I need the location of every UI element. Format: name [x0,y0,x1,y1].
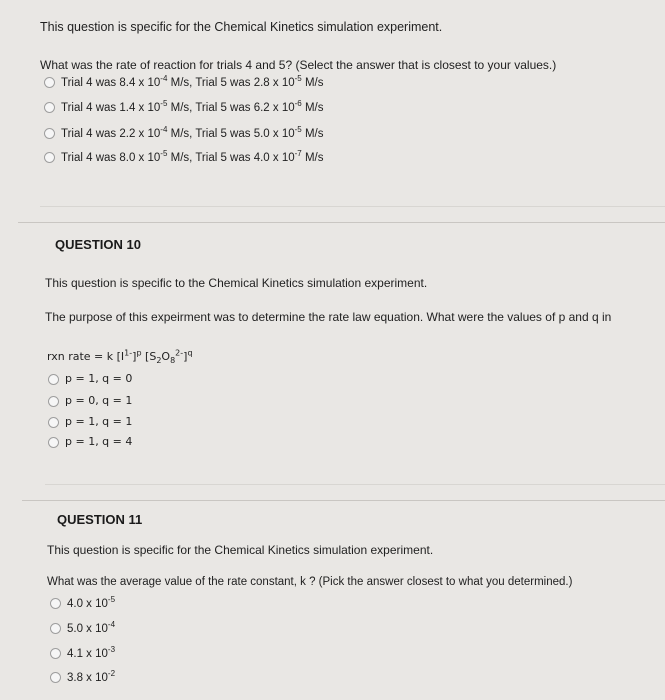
radio-button[interactable] [50,623,61,634]
q9-option-2[interactable]: Trial 4 was 1.4 x $10^{-5}$ M/s, Trial 5 was 6.2 x $10^{-6}$ M/s [44,102,323,122]
q11-option-2[interactable]: 5.0 x $10^{-4}$ [50,623,115,643]
q11-intro: This question is specific for the Chemical Kinetics simulation experiment. [47,543,434,557]
radio-button[interactable] [50,672,61,683]
divider [22,500,665,501]
q10-intro: This question is specific to the Chemical Kinetics simulation experiment. [45,276,428,290]
q9-prompt: What was the rate of reaction for trials 4 and 5? (Select the answer that is closest to your values.) [40,58,557,72]
q9-option-1[interactable]: Trial 4 was 8.4 x $10^{-4}$ M/s, Trial 5 was 2.8 x $10^{-5}$ M/s [44,77,323,97]
q10-prompt: The purpose of this expeirment was to determine the rate law equation. What were the values of p and q in [45,310,612,324]
radio-button[interactable] [50,598,61,609]
q9-options [44,72,604,172]
divider [40,206,665,207]
q11-options [50,592,250,696]
rate-law-equation: rxn rate = k $[I^{1-}]^p$ $[S_2O_8^{2-}]^q$ [47,348,193,366]
radio-button[interactable] [48,396,59,407]
radio-button[interactable] [50,648,61,659]
q11-option-1[interactable]: 4.0 x $10^{-5}$ [50,598,115,618]
q9-option-4[interactable]: Trial 4 was 8.0 x $10^{-5}$ M/s, Trial 5 was 4.0 x $10^{-7}$ M/s [44,152,323,172]
q10-options [48,368,248,458]
q9-intro: This question is specific for the Chemical Kinetics simulation experiment. [40,20,443,34]
radio-button[interactable] [44,128,55,139]
q10-option-4[interactable]: p = 1, q = 4 [48,435,132,455]
q11-option-3[interactable]: 4.1 x $10^{-3}$ [50,648,115,668]
q11-title: QUESTION 11 [57,512,143,527]
q10-option-1[interactable]: p = 1, q = 0 [48,372,132,392]
radio-button[interactable] [48,437,59,448]
q9-option-3[interactable]: Trial 4 was 2.2 x $10^{-4}$ M/s, Trial 5 was 5.0 x $10^{-5}$ M/s [44,128,323,148]
q11-prompt: What was the average value of the rate constant, k ? (Pick the answer closest to what you determined.) [47,576,573,588]
q10-title: QUESTION 10 [55,237,141,252]
q10-option-3[interactable]: p = 1, q = 1 [48,415,132,435]
radio-button[interactable] [44,152,55,163]
divider [18,222,665,223]
radio-button[interactable] [48,417,59,428]
divider [45,484,665,485]
q10-option-2[interactable]: p = 0, q = 1 [48,394,132,414]
radio-button[interactable] [44,102,55,113]
q11-option-4[interactable]: 3.8 x $10^{-2}$ [50,672,115,692]
radio-button[interactable] [44,77,55,88]
radio-button[interactable] [48,374,59,385]
